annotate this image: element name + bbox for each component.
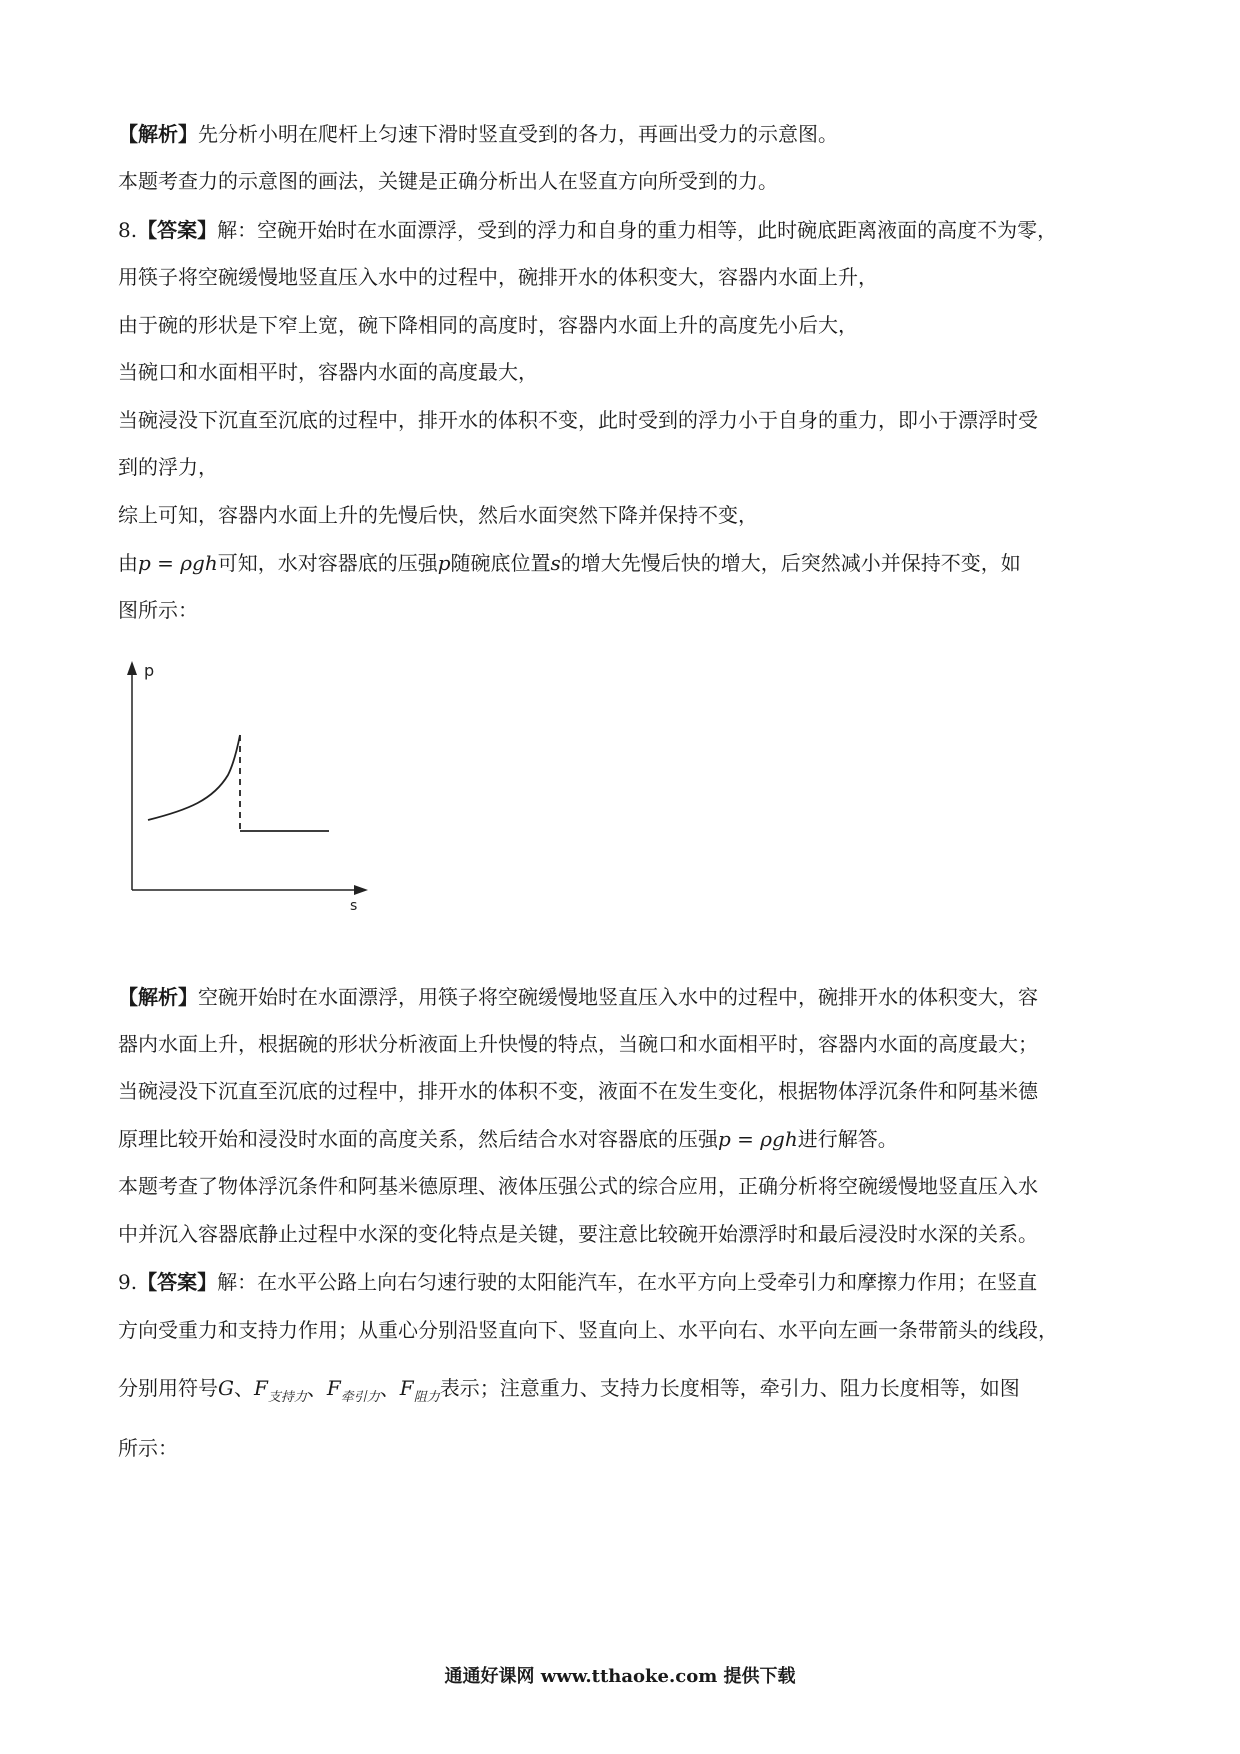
analysis-tag: 【解析】 <box>118 985 198 1009</box>
analysis-8-line-2: 器内水面上升，根据碗的形状分析液面上升快慢的特点，当碗口和水面相平时，容器内水面的高度最大； <box>118 1032 1038 1056</box>
answer-8-line-5: 当碗浸没下沉直至沉底的过程中，排开水的体积不变，此时受到的浮力小于自身的重力，即小于漂浮时受 <box>118 408 1038 432</box>
answer-8-line-1: 8.【答案】解：空碗开始时在水面漂浮，受到的浮力和自身的重力相等，此时碗底距离液面的高度不为零， <box>118 218 1058 242</box>
analysis-8-line-6: 中并沉入容器底静止过程中水深的变化特点是关键，要注意比较碗开始漂浮时和最后浸没时水深的关系。 <box>118 1222 1038 1246</box>
answer-tag: 【答案】 <box>137 218 218 242</box>
page-footer: 通通好课网 www.tthaoke.com 提供下载 <box>444 1666 796 1687</box>
answer-8-line-9: 图所示： <box>118 598 198 622</box>
answer-8-line-8: 由p = ρgh可知，水对容器底的压强p随碗底位置s的增大先慢后快的增大，后突然减小并保持不变，如 <box>118 551 1021 575</box>
x-axis-arrow <box>354 885 368 895</box>
answer-9-line-4: 所示： <box>118 1436 178 1460</box>
y-axis-label: p <box>144 661 155 680</box>
analysis-8-line-5: 本题考查了物体浮沉条件和阿基米德原理、液体压强公式的综合应用，正确分析将空碗缓慢地竖直压入水 <box>118 1174 1038 1198</box>
x-axis-label: s <box>350 898 358 914</box>
question-number: 9. <box>118 1270 138 1294</box>
answer-8-line-6: 到的浮力， <box>118 455 218 479</box>
answer-9-line-3: 分别用符号G、$F_{支持力}$、$F_{牵引力}$、$F_{阻力}$表示；注意重力、支持力长度相等，牵引力、阻力长度相等，如图 <box>118 1376 1020 1405</box>
pressure-position-graph <box>118 655 378 915</box>
analysis-8-line-3: 当碗浸没下沉直至沉底的过程中，排开水的体积不变，液面不在发生变化，根据物体浮沉条件和阿基米德 <box>118 1079 1038 1103</box>
answer-9-line-1: 9.【答案】解：在水平公路上向右匀速行驶的太阳能汽车，在水平方向上受牵引力和摩擦力作用；在竖直 <box>118 1270 1038 1294</box>
answer-8-line-7: 综上可知，容器内水面上升的先慢后快，然后水面突然下降并保持不变， <box>118 503 758 527</box>
formula: p = ρgh <box>138 551 218 575</box>
analysis-8-line-4: 原理比较开始和浸没时水面的高度关系，然后结合水对容器底的压强p = ρgh进行解答。 <box>118 1127 898 1151</box>
analysis-7-line-2: 本题考查力的示意图的画法，关键是正确分析出人在竖直方向所受到的力。 <box>118 169 778 193</box>
formula: p = ρgh <box>718 1127 798 1151</box>
answer-8-line-3: 由于碗的形状是下窄上宽，碗下降相同的高度时，容器内水面上升的高度先小后大， <box>118 313 858 337</box>
answer-9-line-2: 方向受重力和支持力作用；从重心分别沿竖直向下、竖直向上、水平向右、水平向左画一条带箭头的线段， <box>118 1318 1058 1342</box>
answer-8-line-2: 用筷子将空碗缓慢地竖直压入水中的过程中，碗排开水的体积变大，容器内水面上升， <box>118 265 878 289</box>
answer-tag: 【答案】 <box>137 1270 218 1294</box>
analysis-tag: 【解析】 <box>118 122 198 146</box>
analysis-8-line-1: 【解析】空碗开始时在水面漂浮，用筷子将空碗缓慢地竖直压入水中的过程中，碗排开水的体积变大，容 <box>118 985 1038 1009</box>
rising-curve <box>148 735 240 820</box>
analysis-7-line-1: 【解析】先分析小明在爬杆上匀速下滑时竖直受到的各力，再画出受力的示意图。 <box>118 122 838 146</box>
answer-8-line-4: 当碗口和水面相平时，容器内水面的高度最大， <box>118 360 538 384</box>
y-axis-arrow <box>127 661 137 675</box>
question-number: 8. <box>118 218 138 242</box>
